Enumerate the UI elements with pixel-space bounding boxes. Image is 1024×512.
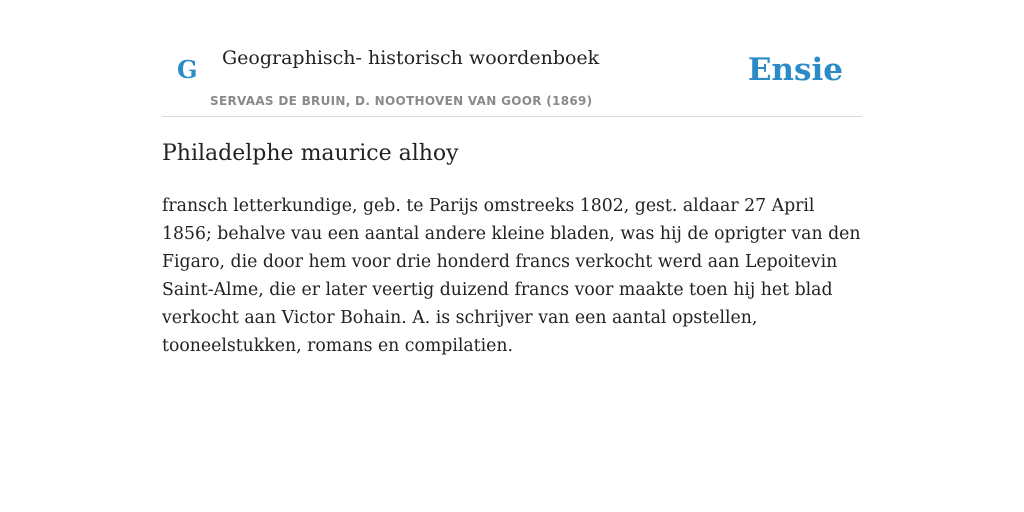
source-header: [162, 0, 862, 117]
page-content: [162, 0, 862, 512]
entry-body: fransch letterkundige, geb. te Parijs omstreeks 1802, gest. aldaar 27 April 1856; behalve vau een aantal andere kleine bladen, was hij de oprigter van den Figaro, die door hem voor drie honderd francs verkocht werd aan Lepoitevin Saint-Alme, die er later veertig duizend francs voor maakte toen hij het blad verkocht aan Victor Bohain. A. is schrijver van een aantal opstellen, tooneelstukken, romans en compilatien.: [162, 196, 861, 356]
entry-title: Philadelphe maurice alhoy: [162, 141, 459, 166]
ensie-logo-link[interactable]: Ensie: [747, 52, 843, 88]
source-letter-icon[interactable]: G: [177, 55, 198, 84]
source-authors: SERVAAS DE BRUIN, D. NOOTHOVEN VAN GOOR (1869): [210, 94, 593, 108]
source-title-link[interactable]: Geographisch- historisch woordenboek: [222, 47, 600, 69]
